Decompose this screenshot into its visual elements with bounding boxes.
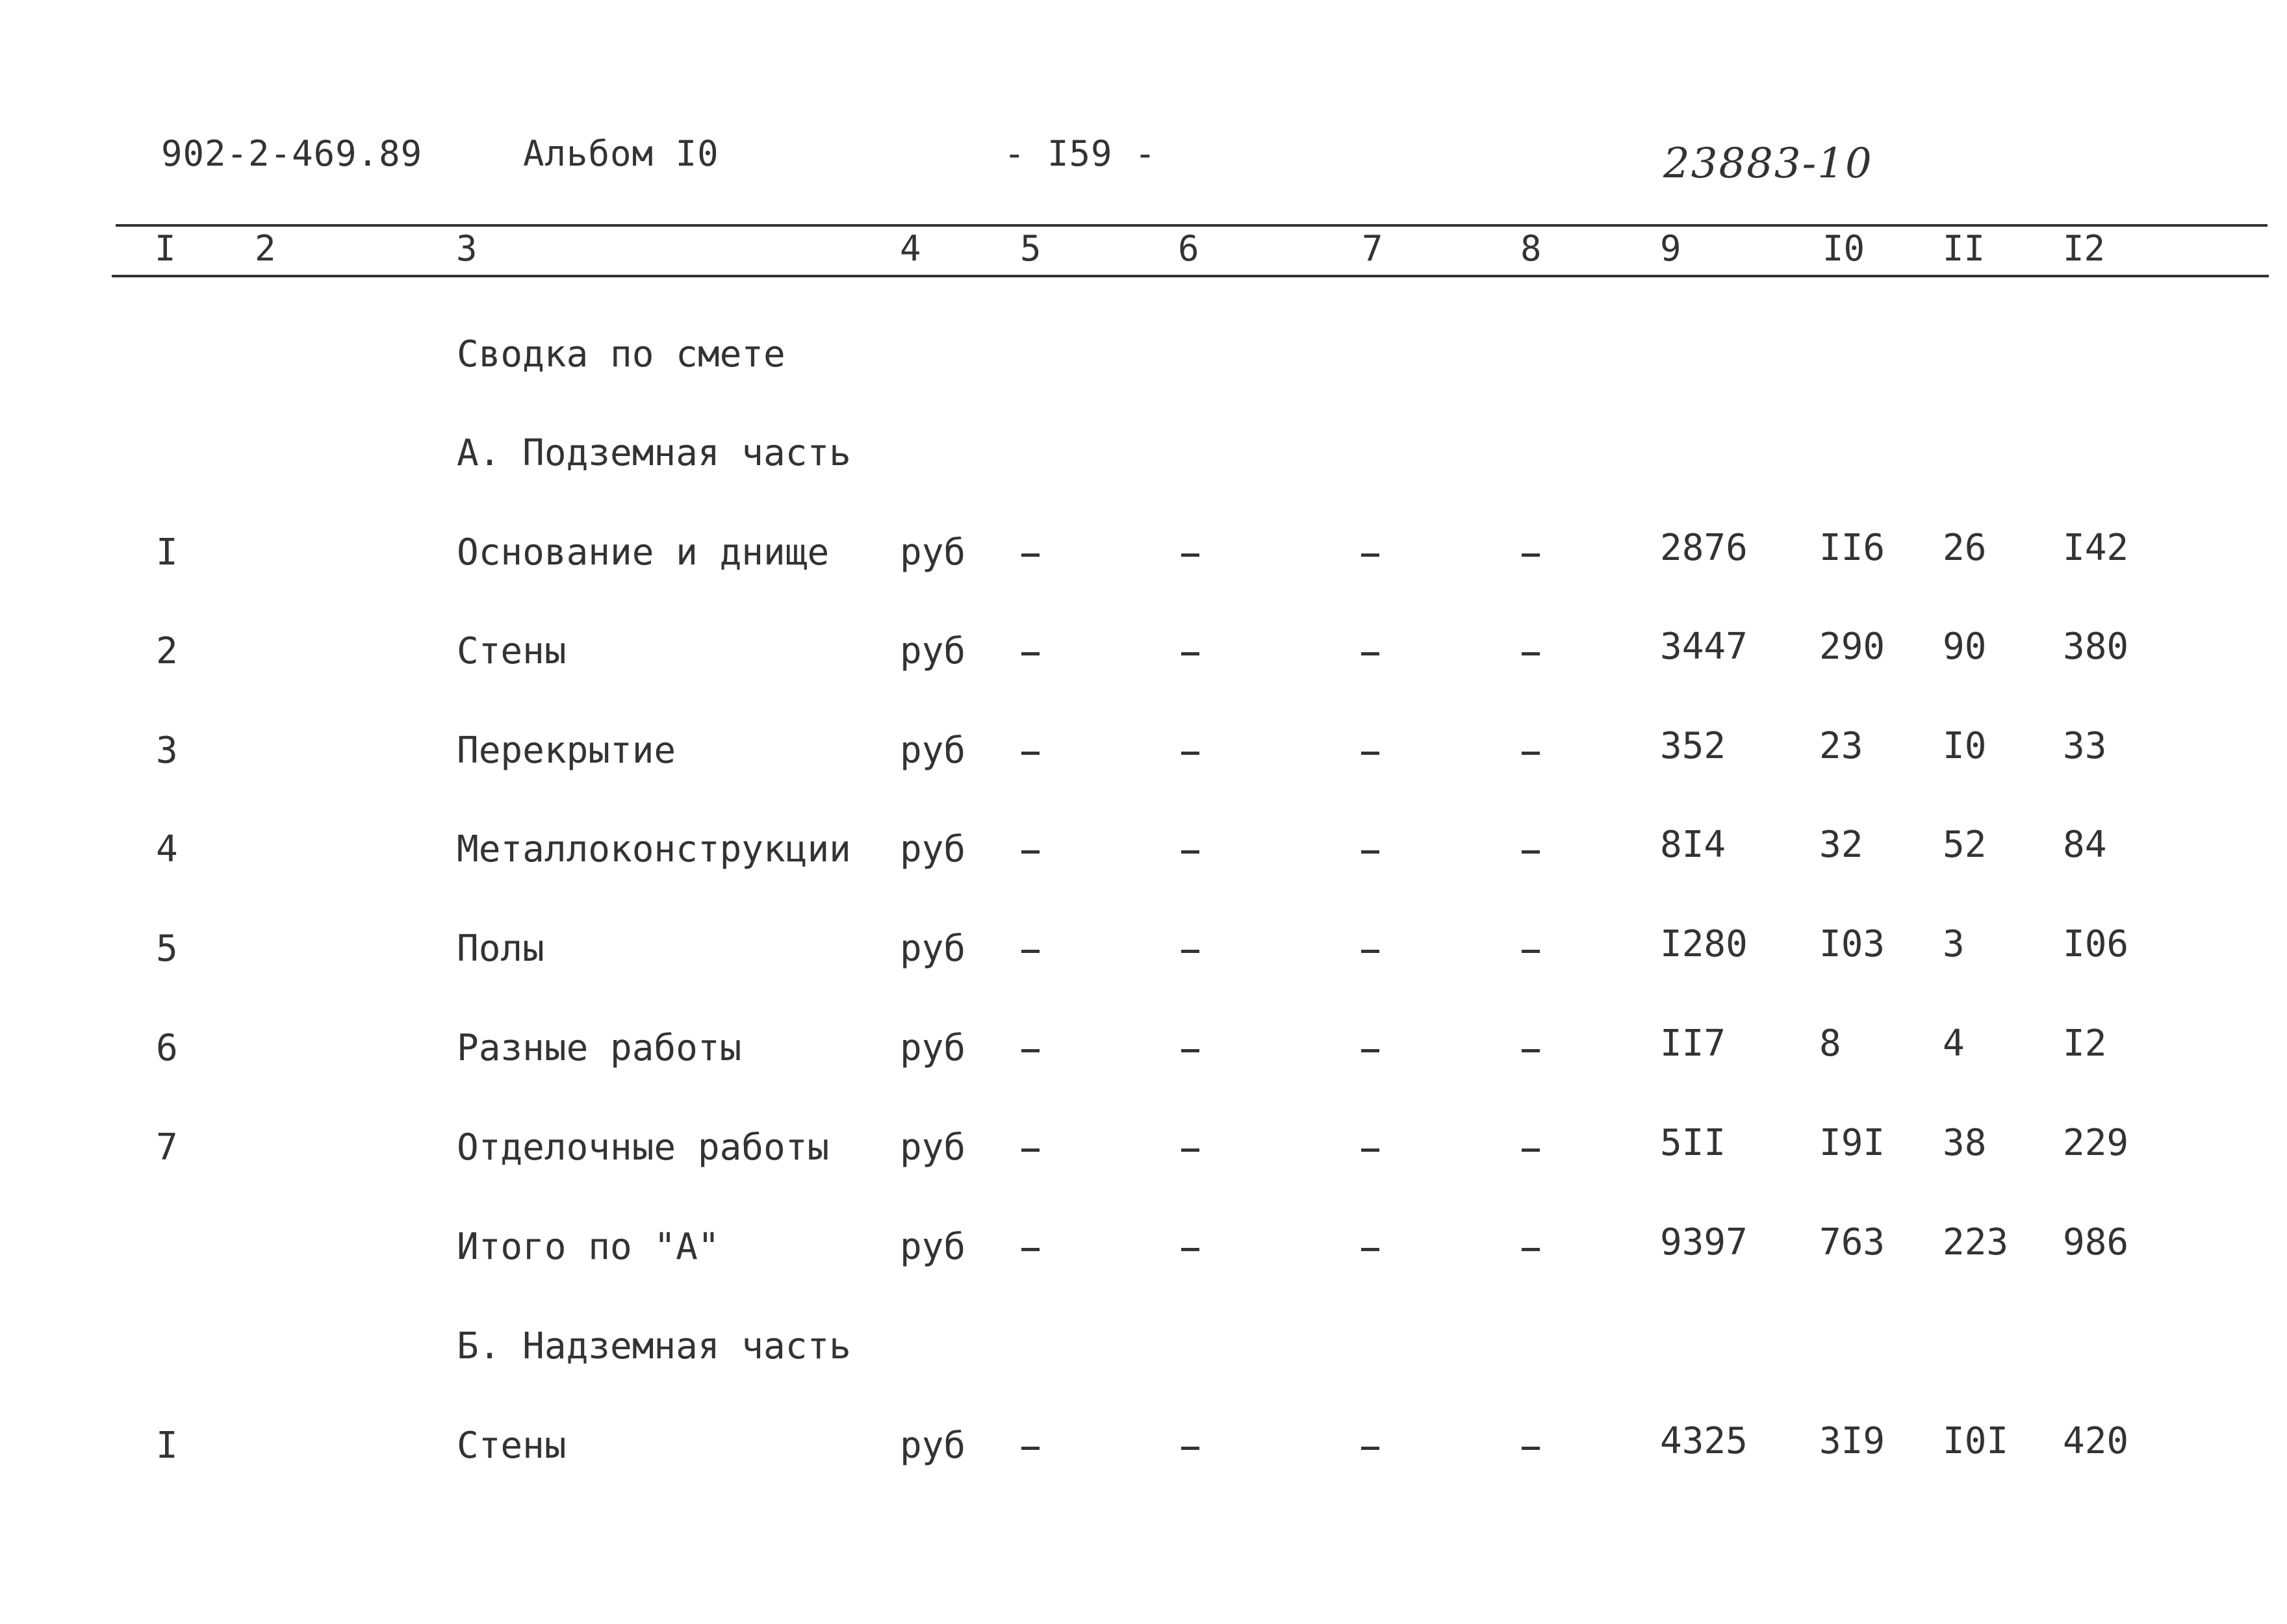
column-number-5: 5 (1020, 228, 1041, 269)
value-col-12: I06 (2063, 923, 2129, 965)
row-number: 7 (156, 1126, 178, 1169)
value-col-11: 90 (1943, 626, 1987, 668)
value-col-11: 26 (1943, 527, 1987, 569)
value-col-9: 4325 (1660, 1420, 1748, 1462)
section-b-heading: Б. Надземная часть (457, 1325, 851, 1367)
dash-col-8 (1522, 1248, 1540, 1251)
value-col-11: 38 (1943, 1122, 1987, 1164)
value-col-10: I9I (1819, 1122, 1885, 1164)
dash-col-7 (1361, 950, 1379, 953)
dash-col-6 (1181, 1049, 1199, 1052)
dash-col-7 (1361, 752, 1379, 755)
value-col-9: I280 (1660, 923, 1748, 965)
item-name: Полы (457, 928, 544, 970)
column-number-11: II (1943, 228, 1986, 269)
value-col-12: I2 (2063, 1022, 2107, 1065)
total-col-11: 223 (1943, 1221, 2009, 1263)
dash-col-7 (1361, 850, 1379, 854)
dash-col-8 (1522, 1447, 1540, 1450)
row-number: 2 (156, 630, 178, 672)
value-col-12: 33 (2063, 725, 2107, 767)
dash-col-8 (1522, 1148, 1540, 1152)
value-col-11: 52 (1943, 824, 1987, 866)
value-col-10: 8 (1819, 1022, 1841, 1065)
item-name: Перекрытие (457, 730, 676, 772)
table-header-bottom-rule (112, 275, 2269, 277)
total-label: Итого по "А" (457, 1226, 720, 1268)
dash-col-6 (1181, 1148, 1199, 1152)
section-a-heading: А. Подземная часть (457, 432, 851, 474)
column-number-8: 8 (1520, 228, 1542, 269)
dash-col-5 (1021, 950, 1040, 953)
value-col-12: I42 (2063, 527, 2129, 569)
value-col-10: 3I9 (1819, 1420, 1885, 1462)
value-col-12: 420 (2063, 1420, 2129, 1462)
column-number-6: 6 (1178, 228, 1199, 269)
dash-col-5 (1021, 1447, 1040, 1450)
value-col-9: II7 (1660, 1022, 1726, 1065)
summary-title: Сводка по смете (457, 333, 786, 375)
dash-col-6 (1181, 553, 1199, 557)
unit: руб (900, 1126, 966, 1169)
dash-col-8 (1522, 1049, 1540, 1052)
item-name: Отделочные работы (457, 1126, 830, 1169)
value-col-10: I03 (1819, 923, 1885, 965)
dash-col-7 (1361, 652, 1379, 655)
page-number: - I59 - (1004, 133, 1156, 174)
value-col-9: 352 (1660, 725, 1726, 767)
dash-col-5 (1021, 850, 1040, 854)
column-number-9: 9 (1660, 228, 1681, 269)
dash-col-6 (1181, 950, 1199, 953)
dash-col-6 (1181, 652, 1199, 655)
dash-col-8 (1522, 652, 1540, 655)
row-number: 3 (156, 730, 178, 772)
dash-col-8 (1522, 850, 1540, 854)
unit: руб (900, 1425, 966, 1467)
value-col-10: 32 (1819, 824, 1863, 866)
row-number: 5 (156, 928, 178, 970)
dash-col-5 (1021, 652, 1040, 655)
unit: руб (900, 1027, 966, 1069)
total-col-12: 986 (2063, 1221, 2129, 1263)
row-number: I (156, 1425, 178, 1467)
inventory-number: 23883-10 (1663, 140, 1873, 188)
dash-col-8 (1522, 752, 1540, 755)
value-col-12: 229 (2063, 1122, 2129, 1164)
value-col-10: 290 (1819, 626, 1885, 668)
dash-col-7 (1361, 1049, 1379, 1052)
unit: руб (900, 1226, 966, 1268)
value-col-11: I0 (1943, 725, 1987, 767)
dash-col-8 (1522, 553, 1540, 557)
value-col-11: 3 (1943, 923, 1965, 965)
unit: руб (900, 828, 966, 870)
total-col-10: 763 (1819, 1221, 1885, 1263)
row-number: 4 (156, 828, 178, 870)
value-col-10: 23 (1819, 725, 1863, 767)
value-col-12: 380 (2063, 626, 2129, 668)
row-number: I (156, 531, 178, 574)
unit: руб (900, 928, 966, 970)
value-col-9: 8I4 (1660, 824, 1726, 866)
dash-col-7 (1361, 1248, 1379, 1251)
value-col-12: 84 (2063, 824, 2107, 866)
column-number-7: 7 (1362, 228, 1383, 269)
item-name: Стены (457, 1425, 567, 1467)
document-code: 902-2-469.89 (161, 133, 423, 174)
column-number-1: I (155, 228, 176, 269)
dash-col-7 (1361, 553, 1379, 557)
dash-col-5 (1021, 752, 1040, 755)
dash-col-7 (1361, 1148, 1379, 1152)
dash-col-7 (1361, 1447, 1379, 1450)
item-name: Разные работы (457, 1027, 742, 1069)
dash-col-8 (1522, 950, 1540, 953)
dash-col-5 (1021, 1148, 1040, 1152)
column-number-3: 3 (456, 228, 478, 269)
column-number-4: 4 (900, 228, 921, 269)
row-number: 6 (156, 1027, 178, 1069)
column-number-12: I2 (2063, 228, 2106, 269)
value-col-11: 4 (1943, 1022, 1965, 1065)
item-name: Основание и днище (457, 531, 830, 574)
value-col-9: 3447 (1660, 626, 1748, 668)
value-col-9: 2876 (1660, 527, 1748, 569)
unit: руб (900, 630, 966, 672)
unit: руб (900, 531, 966, 574)
album-label: Альбом I0 (523, 133, 719, 174)
column-number-10: I0 (1822, 228, 1865, 269)
dash-col-5 (1021, 1248, 1040, 1251)
dash-col-5 (1021, 553, 1040, 557)
total-col-9: 9397 (1660, 1221, 1748, 1263)
dash-col-6 (1181, 752, 1199, 755)
table-top-rule (116, 224, 2268, 227)
dash-col-6 (1181, 1248, 1199, 1251)
item-name: Металлоконструкции (457, 828, 851, 870)
item-name: Стены (457, 630, 567, 672)
column-number-2: 2 (255, 228, 276, 269)
dash-col-5 (1021, 1049, 1040, 1052)
value-col-11: I0I (1943, 1420, 2009, 1462)
dash-col-6 (1181, 1447, 1199, 1450)
dash-col-6 (1181, 850, 1199, 854)
unit: руб (900, 730, 966, 772)
value-col-10: II6 (1819, 527, 1885, 569)
value-col-9: 5II (1660, 1122, 1726, 1164)
